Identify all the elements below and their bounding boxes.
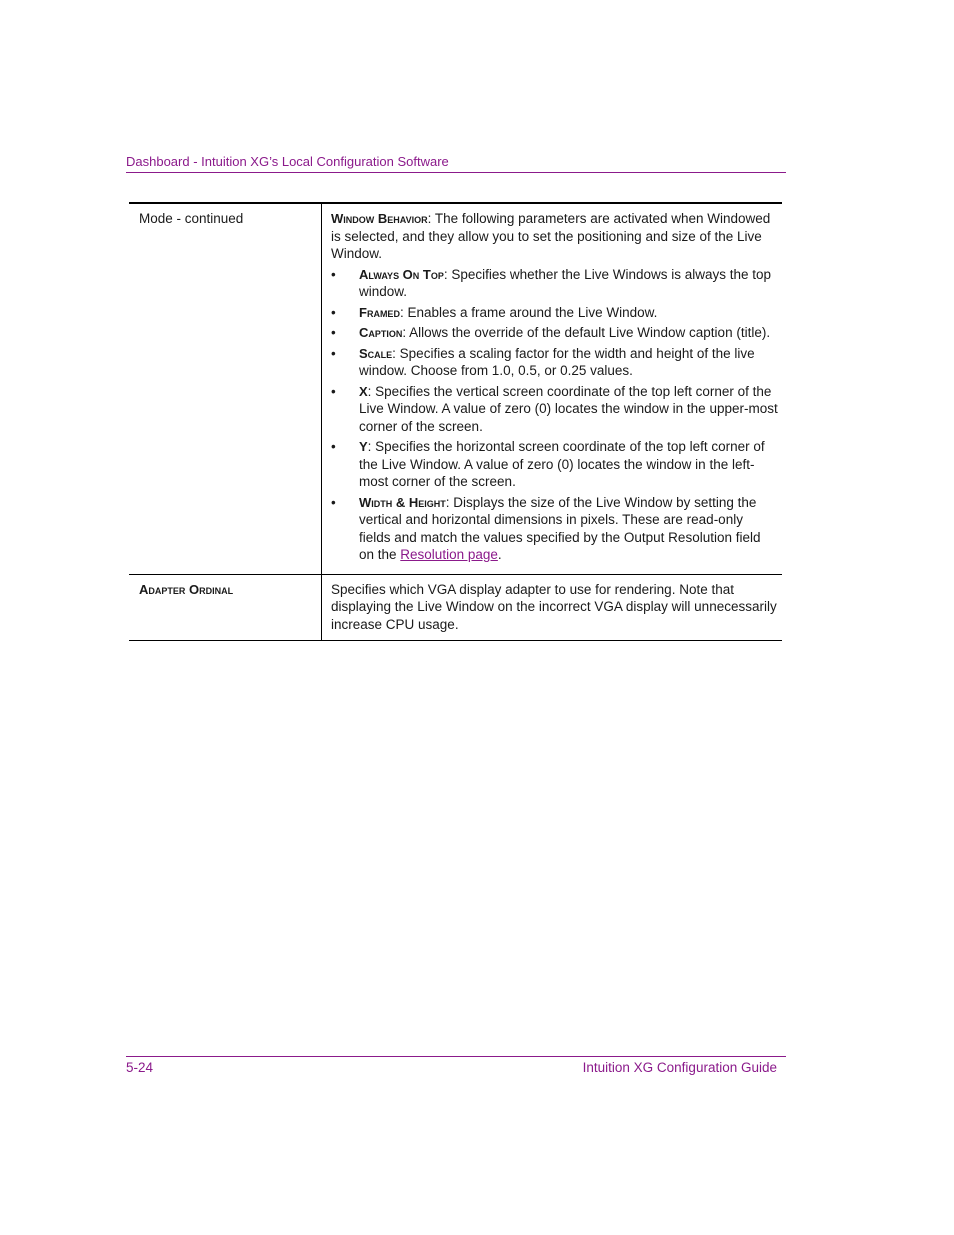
item-text: : Displays the size of the Live Window by setting the vertical and horizontal dimensions in pixels. These are read-only fields and match the values specified by the Output Resolution field on the <box>359 494 761 562</box>
item-text: : Specifies the vertical screen coordinate of the top left corner of the Live Window. A value of zero (0) locates the window in the upper-most corner of the screen. <box>359 383 778 434</box>
list-item <box>331 383 778 436</box>
table-row <box>129 574 782 641</box>
list-item <box>331 438 778 491</box>
list-item <box>331 345 778 380</box>
row-description-adapter-ordinal: Specifies which VGA display adapter to use for rendering. Note that displaying the Live Window on the incorrect VGA display will unnecessarily increase CPU usage. <box>322 574 783 641</box>
bullet-glyph: • <box>331 494 336 510</box>
term-framed: Framed <box>359 304 400 320</box>
term-x: X <box>359 383 368 399</box>
term-adapter-ordinal: Adapter Ordinal <box>139 581 234 597</box>
item-text: : Specifies the horizontal screen coordinate of the top left corner of the Live Window. A value of zero (0) locates the window in the left-most corner of the screen. <box>359 439 765 489</box>
row-label-mode: Mode - continued <box>129 203 322 574</box>
bullet-glyph: • <box>331 304 336 320</box>
bullet-glyph: • <box>331 325 336 340</box>
term-caption: Caption <box>359 325 403 340</box>
bullet-glyph: • <box>331 345 336 361</box>
bullet-glyph: • <box>331 266 336 282</box>
item-text: : Enables a frame around the Live Window. <box>399 304 658 320</box>
table-row <box>129 203 782 574</box>
guide-title: Intuition XG Configuration Guide <box>582 1060 777 1075</box>
bullet-glyph: • <box>331 383 336 399</box>
resolution-page-link[interactable]: Resolution page <box>400 547 498 562</box>
item-text-tail: . <box>497 547 502 562</box>
list-item <box>331 266 778 301</box>
running-header: Dashboard - Intuition XG’s Local Configuration Software <box>126 154 449 169</box>
list-item <box>331 304 778 322</box>
window-behavior-list <box>331 266 778 564</box>
item-text: : Specifies a scaling factor for the width and height of the live window. Choose from 1.0, 0.5, or 0.25 values. <box>359 345 755 378</box>
header-divider <box>126 172 786 173</box>
item-text: : Allows the override of the default Live Window caption (title). <box>402 325 771 340</box>
row-description-mode <box>322 203 783 574</box>
window-behavior-text: : The following parameters are activated when Windowed is selected, and they allow you to set the positioning and size of the Live Window. <box>331 211 771 261</box>
bullet-glyph: • <box>331 439 336 454</box>
row-label-adapter-ordinal <box>129 574 322 641</box>
page-number: 5-24 <box>126 1060 154 1075</box>
term-scale: Scale <box>359 345 393 361</box>
term-window-behavior: Window Behavior <box>331 211 428 226</box>
window-behavior-intro <box>331 210 778 263</box>
term-width-height: Width & Height <box>359 494 446 510</box>
term-y: Y <box>359 439 368 454</box>
item-text: : Specifies whether the Live Windows is always the top window. <box>359 266 772 299</box>
term-always-on-top: Always On Top <box>359 266 444 282</box>
footer-divider <box>126 1056 786 1057</box>
list-item <box>331 324 778 342</box>
list-item <box>331 494 778 564</box>
parameter-table <box>129 202 782 641</box>
